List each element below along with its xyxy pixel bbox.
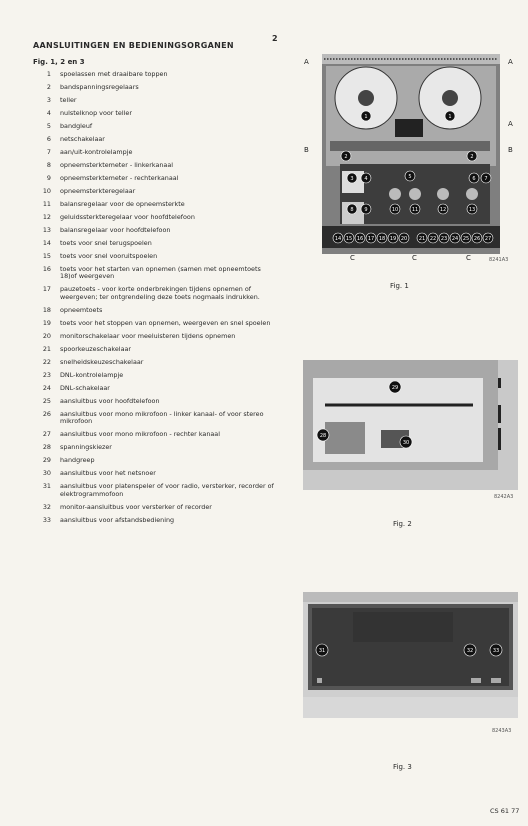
svg-text:15: 15 xyxy=(345,236,353,242)
item-number: 30 xyxy=(42,469,51,478)
callout-4 xyxy=(361,173,371,183)
item-number: 29 xyxy=(42,456,51,465)
callout-2 xyxy=(341,151,351,161)
callout-1 xyxy=(445,111,455,121)
item-text: toets voor het starten van opnemen (samen met opneemtoets 18)of weergeven xyxy=(60,265,261,281)
item-number: 26 xyxy=(42,409,51,418)
item-number: 13 xyxy=(42,226,51,234)
item-text: netschakelaar xyxy=(60,135,105,143)
item-number: 27 xyxy=(42,430,51,439)
list-item xyxy=(33,84,278,91)
figure-2-top-view xyxy=(303,360,518,490)
callout-30 xyxy=(400,436,412,448)
item-text: aan/uit-kontrolelampje xyxy=(60,148,133,156)
item-number: 5 xyxy=(46,122,51,130)
item-number: 28 xyxy=(42,443,51,452)
callout-29 xyxy=(389,381,401,393)
item-text: balansregelaar voor hoofdtelefoon xyxy=(60,226,171,234)
list-item xyxy=(33,359,278,366)
callout-19 xyxy=(388,233,398,243)
item-number: 32 xyxy=(42,502,51,511)
svg-text:20: 20 xyxy=(400,236,408,242)
list-item xyxy=(33,71,278,78)
list-item xyxy=(33,253,278,260)
footer-code: CS 61 77 xyxy=(490,807,520,815)
svg-text:1: 1 xyxy=(448,114,452,120)
side-label: B xyxy=(508,146,513,154)
item-text: teller xyxy=(60,96,77,104)
list-item xyxy=(33,162,278,169)
item-text: opneemtoets xyxy=(60,305,103,314)
side-label: A xyxy=(508,58,513,66)
svg-text:19: 19 xyxy=(389,236,397,242)
callout-24 xyxy=(450,233,460,243)
item-number: 31 xyxy=(42,482,51,491)
list-item xyxy=(33,483,278,498)
item-number: 2 xyxy=(46,83,51,91)
svg-text:32: 32 xyxy=(466,648,474,654)
figure-2-code: 8242A3 xyxy=(494,494,514,500)
callout-28 xyxy=(317,429,329,441)
item-number: 7 xyxy=(46,148,51,156)
svg-text:26: 26 xyxy=(473,236,481,242)
svg-text:1: 1 xyxy=(364,114,368,120)
callout-13 xyxy=(467,204,477,214)
svg-text:3: 3 xyxy=(350,176,354,182)
item-number: 3 xyxy=(46,96,51,104)
list-item xyxy=(33,457,278,464)
callout-14 xyxy=(333,233,343,243)
figure-1-code: 8241A3 xyxy=(489,257,509,263)
callout-6 xyxy=(469,173,479,183)
callout-33 xyxy=(490,644,502,656)
item-text: nulstelknop voor teller xyxy=(60,109,132,117)
list-item xyxy=(33,201,278,208)
item-text: handgreep xyxy=(60,456,95,465)
page-number: 2 xyxy=(272,34,278,43)
figure-3-code: 8243A3 xyxy=(492,728,512,734)
svg-text:2: 2 xyxy=(344,154,348,160)
svg-text:5: 5 xyxy=(408,174,412,180)
item-text: DNL-kontrolelampje xyxy=(60,370,124,379)
item-text: aansluitbus voor het netsnoer xyxy=(60,469,156,478)
figure-reference: Fig. 1, 2 en 3 xyxy=(33,58,85,66)
list-item xyxy=(33,372,278,379)
callout-32 xyxy=(464,644,476,656)
svg-text:8: 8 xyxy=(350,207,354,213)
list-item xyxy=(33,266,278,281)
item-text: toets voor snel terugspoelen xyxy=(60,239,152,247)
svg-text:17: 17 xyxy=(367,236,375,242)
item-number: 14 xyxy=(42,239,51,247)
figure-1-caption: Fig. 1 xyxy=(390,282,409,290)
list-item xyxy=(33,431,278,438)
item-text: monitor-aansluitbus voor versterker of recorder xyxy=(60,502,212,511)
item-text: balansregelaar voor de opneemsterkte xyxy=(60,200,185,208)
callout-3 xyxy=(347,173,357,183)
svg-text:6: 6 xyxy=(472,176,476,182)
list-item xyxy=(33,188,278,195)
item-number: 8 xyxy=(46,161,51,169)
svg-text:25: 25 xyxy=(462,236,470,242)
item-number: 22 xyxy=(42,357,51,366)
svg-text:21: 21 xyxy=(418,236,426,242)
item-text: geluidssterkteregelaar voor hoofdtelefoon xyxy=(60,213,195,221)
svg-text:9: 9 xyxy=(364,207,368,213)
item-number: 12 xyxy=(42,213,51,221)
list-item xyxy=(33,346,278,353)
list-item xyxy=(33,470,278,477)
item-text: pauzetoets - voor korte onderbrekingen tijdens opnemen of weergeven; ter ontgrendeling deze toets nogmaals indrukken. xyxy=(60,285,260,301)
bottom-label: C xyxy=(412,254,417,262)
callout-7 xyxy=(481,173,491,183)
side-label: A xyxy=(508,120,513,128)
list-item xyxy=(33,411,278,426)
list-item xyxy=(33,214,278,221)
item-text: snelheidskeuzeschakelaar xyxy=(60,357,144,366)
item-number: 20 xyxy=(42,331,51,340)
item-number: 23 xyxy=(42,370,51,379)
item-text: spanningskiezer xyxy=(60,443,112,452)
callout-15 xyxy=(344,233,354,243)
controls-list xyxy=(33,71,278,530)
item-number: 10 xyxy=(42,187,51,195)
list-item xyxy=(33,110,278,117)
item-number: 9 xyxy=(46,174,51,182)
section-title: AANSLUITINGEN EN BEDIENINGSORGANEN xyxy=(33,41,234,50)
item-text: aansluitbus voor platenspeler of voor radio, versterker, recorder of elektrogrammofoon xyxy=(60,482,274,498)
svg-text:11: 11 xyxy=(411,207,419,213)
side-label: A xyxy=(304,58,309,66)
svg-text:7: 7 xyxy=(484,176,488,182)
svg-text:29: 29 xyxy=(391,385,399,391)
item-number: 25 xyxy=(42,396,51,405)
list-item xyxy=(33,333,278,340)
item-text: opneemsterktemeter - rechterkanaal xyxy=(60,174,179,182)
callout-27 xyxy=(483,233,493,243)
svg-text:18: 18 xyxy=(378,236,386,242)
svg-text:16: 16 xyxy=(356,236,364,242)
list-item xyxy=(33,97,278,104)
list-item xyxy=(33,175,278,182)
list-item xyxy=(33,149,278,156)
svg-text:28: 28 xyxy=(319,433,327,439)
item-number: 33 xyxy=(42,515,51,524)
svg-text:24: 24 xyxy=(451,236,459,242)
callout-26 xyxy=(472,233,482,243)
list-item xyxy=(33,504,278,511)
item-number: 11 xyxy=(42,200,51,208)
callout-25 xyxy=(461,233,471,243)
svg-text:30: 30 xyxy=(402,440,410,446)
side-label: B xyxy=(304,146,309,154)
list-item xyxy=(33,444,278,451)
callout-9 xyxy=(361,204,371,214)
item-number: 1 xyxy=(46,70,51,78)
callout-8 xyxy=(347,204,357,214)
figure-1-tape-recorder xyxy=(300,46,520,266)
item-text: monitorschakelaar voor meeluisteren tijdens opnemen xyxy=(60,331,236,340)
item-number: 17 xyxy=(42,285,51,294)
list-item xyxy=(33,240,278,247)
list-item xyxy=(33,286,278,301)
callout-5 xyxy=(405,171,415,181)
bottom-label: C xyxy=(350,254,355,262)
item-text: bandspanningsregelaars xyxy=(60,83,139,91)
bottom-label: C xyxy=(466,254,471,262)
svg-text:33: 33 xyxy=(492,648,500,654)
item-number: 15 xyxy=(42,252,51,260)
callout-22 xyxy=(428,233,438,243)
svg-text:12: 12 xyxy=(439,207,447,213)
list-item xyxy=(33,517,278,524)
svg-text:10: 10 xyxy=(391,207,399,213)
list-item xyxy=(33,123,278,130)
svg-text:13: 13 xyxy=(468,207,476,213)
svg-text:14: 14 xyxy=(334,236,342,242)
item-text: bandgleuf xyxy=(60,122,93,130)
callout-1 xyxy=(361,111,371,121)
item-text: spoorkeuzeschakelaar xyxy=(60,344,132,353)
list-item xyxy=(33,320,278,327)
item-text: toets voor het stoppen van opnemen, weergeven en snel spoelen xyxy=(60,318,271,327)
callout-2 xyxy=(467,151,477,161)
item-text: spoelassen met draaibare toppen xyxy=(60,70,168,78)
svg-text:31: 31 xyxy=(318,648,326,654)
figure-2-caption: Fig. 2 xyxy=(393,520,412,528)
svg-text:2: 2 xyxy=(470,154,474,160)
svg-text:22: 22 xyxy=(429,236,437,242)
callout-31 xyxy=(316,644,328,656)
callout-16 xyxy=(355,233,365,243)
callout-11 xyxy=(410,204,420,214)
callout-12 xyxy=(438,204,448,214)
svg-text:23: 23 xyxy=(440,236,448,242)
item-number: 18 xyxy=(42,305,51,314)
item-number: 16 xyxy=(42,265,51,273)
item-text: aansluitbus voor mono mikrofoon - rechter kanaal xyxy=(60,430,221,439)
list-item xyxy=(33,227,278,234)
list-item xyxy=(33,385,278,392)
item-number: 24 xyxy=(42,383,51,392)
item-text: aansluitbus voor mono mikrofoon - linker kanaal- of voor stereo mikrofoon xyxy=(60,409,264,426)
item-text: aansluitbus voor afstandsbediening xyxy=(60,515,175,524)
list-item xyxy=(33,307,278,314)
callout-10 xyxy=(390,204,400,214)
item-number: 19 xyxy=(42,318,51,327)
list-item xyxy=(33,136,278,143)
item-text: DNL-schakelaar xyxy=(60,383,110,392)
item-number: 6 xyxy=(46,135,51,143)
item-number: 4 xyxy=(46,109,51,117)
list-item xyxy=(33,398,278,405)
item-text: toets voor snel vooruitspoelen xyxy=(60,252,158,260)
figure-3-caption: Fig. 3 xyxy=(393,763,412,771)
item-text: opneemsterktemeter - linkerkanaal xyxy=(60,161,174,169)
figure-3-rear-view xyxy=(303,592,518,718)
item-text: aansluitbus voor hoofdtelefoon xyxy=(60,396,160,405)
callout-23 xyxy=(439,233,449,243)
item-text: opneemsterkteregelaar xyxy=(60,187,136,195)
callout-17 xyxy=(366,233,376,243)
svg-text:27: 27 xyxy=(484,236,492,242)
callout-18 xyxy=(377,233,387,243)
svg-text:4: 4 xyxy=(364,176,368,182)
item-number: 21 xyxy=(42,344,51,353)
callout-20 xyxy=(399,233,409,243)
callout-21 xyxy=(417,233,427,243)
